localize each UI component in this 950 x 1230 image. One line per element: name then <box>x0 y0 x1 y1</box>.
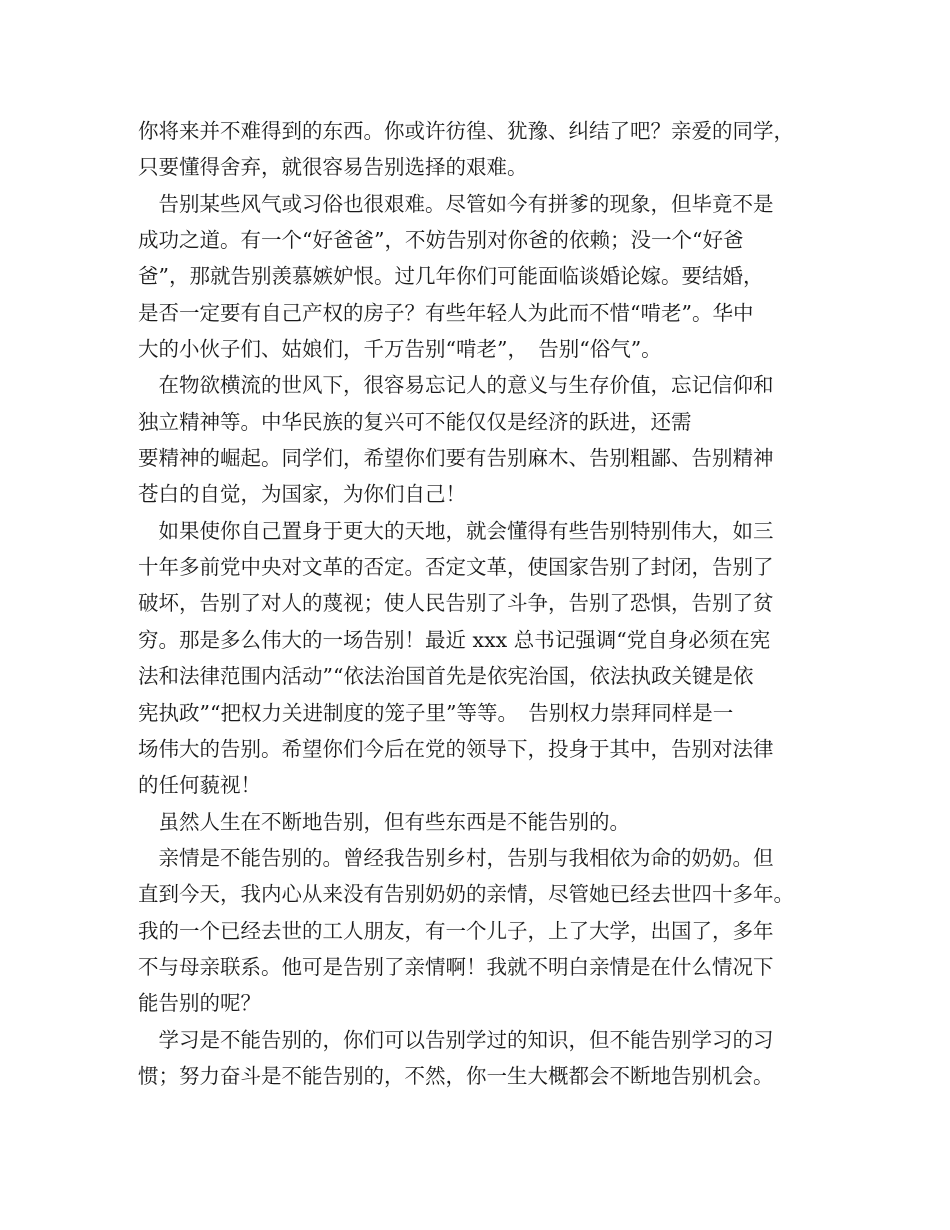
text-line: 不与母亲联系。他可是告别了亲情啊！我就不明白亲情是在什么情况下 <box>138 954 774 979</box>
text-line: 虽然人生在不断地告别，但有些东西是不能告别的。 <box>138 809 630 834</box>
text-line: 要精神的崛起。同学们，希望你们要有告别麻木、告别粗鄙、告别精神 <box>138 446 774 471</box>
text-line: 如果使你自己置身于更大的天地，就会懂得有些告别特别伟大，如三 <box>138 518 774 543</box>
body-text <box>138 113 828 1094</box>
text-line: 成功之道。有一个“好爸爸”，不妨告别对你爸的依赖；没一个“好爸 <box>138 228 744 253</box>
text-line: 十年多前党中央对文革的否定。否定文革，使国家告别了封闭，告别了 <box>138 555 774 580</box>
text-line: 苍白的自觉，为国家，为你们自己！ <box>138 482 466 507</box>
text-line: 我的一个已经去世的工人朋友，有一个儿子，上了大学，出国了，多年 <box>138 918 774 943</box>
text-line: 能告别的呢？ <box>138 991 261 1016</box>
text-line: 你将来并不难得到的东西。你或许彷徨、犹豫、纠结了吧？亲爱的同学， <box>138 119 794 143</box>
text-line: 法和法律范围内活动”“依法治国首先是依宪治国，依法执政关键是依 <box>138 664 754 689</box>
text-line: 独立精神等。中华民族的复兴可不能仅仅是经济的跃进，还需 <box>138 409 692 434</box>
text-line: 穷。那是多么伟大的一场告别！最近 xxx 总书记强调“党自身必须在宪 <box>138 627 771 652</box>
text-line: 破坏，告别了对人的蔑视；使人民告别了斗争，告别了恐惧，告别了贫 <box>138 591 774 616</box>
text-line: 爸”，那就告别羡慕嫉妒恨。过几年你们可能面临谈婚论嫁。要结婚， <box>138 264 764 289</box>
text-line: 场伟大的告别。希望你们今后在党的领导下，投身于其中，告别对法律 <box>138 736 774 761</box>
text-line: 只要懂得舍弃，就很容易告别选择的艰难。 <box>138 155 528 180</box>
text-line: 亲情是不能告别的。曾经我告别乡村，告别与我相依为命的奶奶。但 <box>138 845 774 870</box>
text-line: 告别某些风气或习俗也很艰难。尽管如今有拼爹的现象，但毕竟不是 <box>138 191 774 216</box>
text-line: 惯；努力奋斗是不能告别的，不然，你一生大概都会不断地告别机会。 <box>138 1063 774 1088</box>
text-line: 在物欲横流的世风下，很容易忘记人的意义与生存价值，忘记信仰和 <box>138 373 774 398</box>
text-line: 大的小伙子们、姑娘们，千万告别“啃老”， 告别“俗气”。 <box>138 337 662 362</box>
text-line: 的任何藐视！ <box>138 773 261 798</box>
text-line: 是否一定要有自己产权的房子？有些年轻人为此而不惜“啃老”。华中 <box>138 300 754 325</box>
text-line: 宪执政”“把权力关进制度的笼子里”等等。 告别权力崇拜同样是一 <box>138 700 734 725</box>
text-line: 直到今天，我内心从来没有告别奶奶的亲情，尽管她已经去世四十多年。 <box>138 882 794 907</box>
text-line: 学习是不能告别的，你们可以告别学过的知识，但不能告别学习的习 <box>138 1027 774 1052</box>
